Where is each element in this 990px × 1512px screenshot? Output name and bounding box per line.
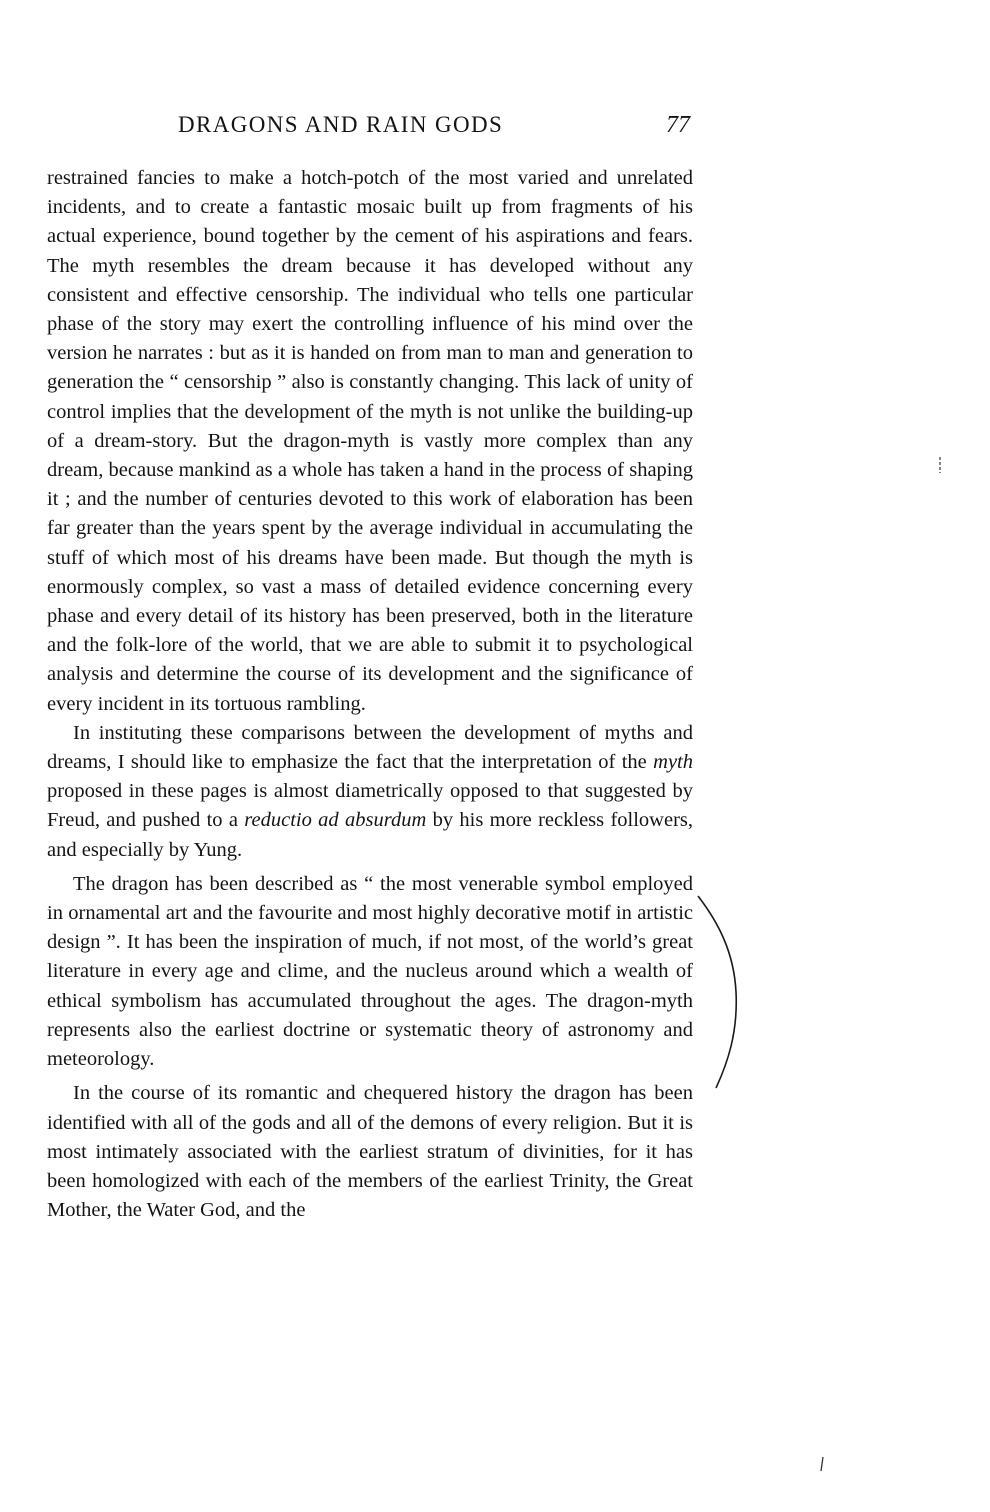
paragraph-3: The dragon has been described as “ the most venerable symbol employed in ornamental art and the favourite and most highly decorative motif in artistic design ”. It has been the inspiration of much, if not most, of the world’s great literature in every age and clime, and the nucleus around which a wealth of ethical symbolism has accumulated throughout the ages. The dragon-myth represents also the earliest doctrine or systematic theory of astronomy and meteorology. xyxy=(47,872,693,1071)
margin-tick-mark xyxy=(938,456,942,474)
paragraph-2-text: In instituting these comparisons between the development of myths and dreams, I should like to emphasize the fact that the interpretation of the xyxy=(47,721,693,774)
paragraph-2-text: by his more reckless followers, and especially by Yung. xyxy=(47,809,694,861)
paragraph-4: In the course of its romantic and chequered history the dragon has been identified with all of the gods and all of the demons of every religion. But it is most intimately associated with the earliest stratum of divinities, for it has been homologized with each of the members of the earliest Trinity, the Great Mother, the Water God, and the xyxy=(47,1082,693,1222)
paragraph-1: restrained fancies to make a hotch-potch of the most varied and unrelated incidents, and to create a fantastic mosaic built up from fragments of his actual experience, bound together by the cement of his aspirations and fears. The myth resembles the dream because it has developed without any consistent and effective censorship. The individual who tells one particular phase of the story may exert the controlling influence of his mind over the version he narrates : but as it is handed on from man to man and generation to generation the “ censorship ” also is constantly changing. This lack of unity of control implies that the development of the myth is not unlike the building-up of a dream-story. But the dragon-myth is vastly more complex than any dream, because mankind as a whole has taken a hand in the process of shaping it ; and the number of centuries devoted to this work of elaboration has been far greater than the years spent by the average individual in accumulating the stuff of which most of his dreams have been made. But though the myth is enormously complex, so vast a mass of detailed evidence concerning every phase and every detail of its history has been preserved, both in the literature and the folk-lore of the world, that we are able to submit it to psychological analysis and determine the course of its development and the significance of every incident in its tortuous rambling. xyxy=(47,167,693,715)
paragraph-2 xyxy=(47,719,693,865)
italic-reductio: reductio ad absurdum xyxy=(244,809,427,832)
corner-pencil-mark xyxy=(818,1456,826,1472)
body-text xyxy=(47,164,693,1225)
paragraph-2-text: proposed in these pages is almost diametrically opposed to that suggested by Freud, and pushed to a xyxy=(47,780,693,832)
italic-myth: myth xyxy=(653,751,693,774)
running-head: DRAGONS AND RAIN GODS xyxy=(178,112,504,137)
page-number: 77 xyxy=(666,112,690,138)
margin-bracket-mark xyxy=(696,892,746,1092)
page-header xyxy=(178,112,698,146)
